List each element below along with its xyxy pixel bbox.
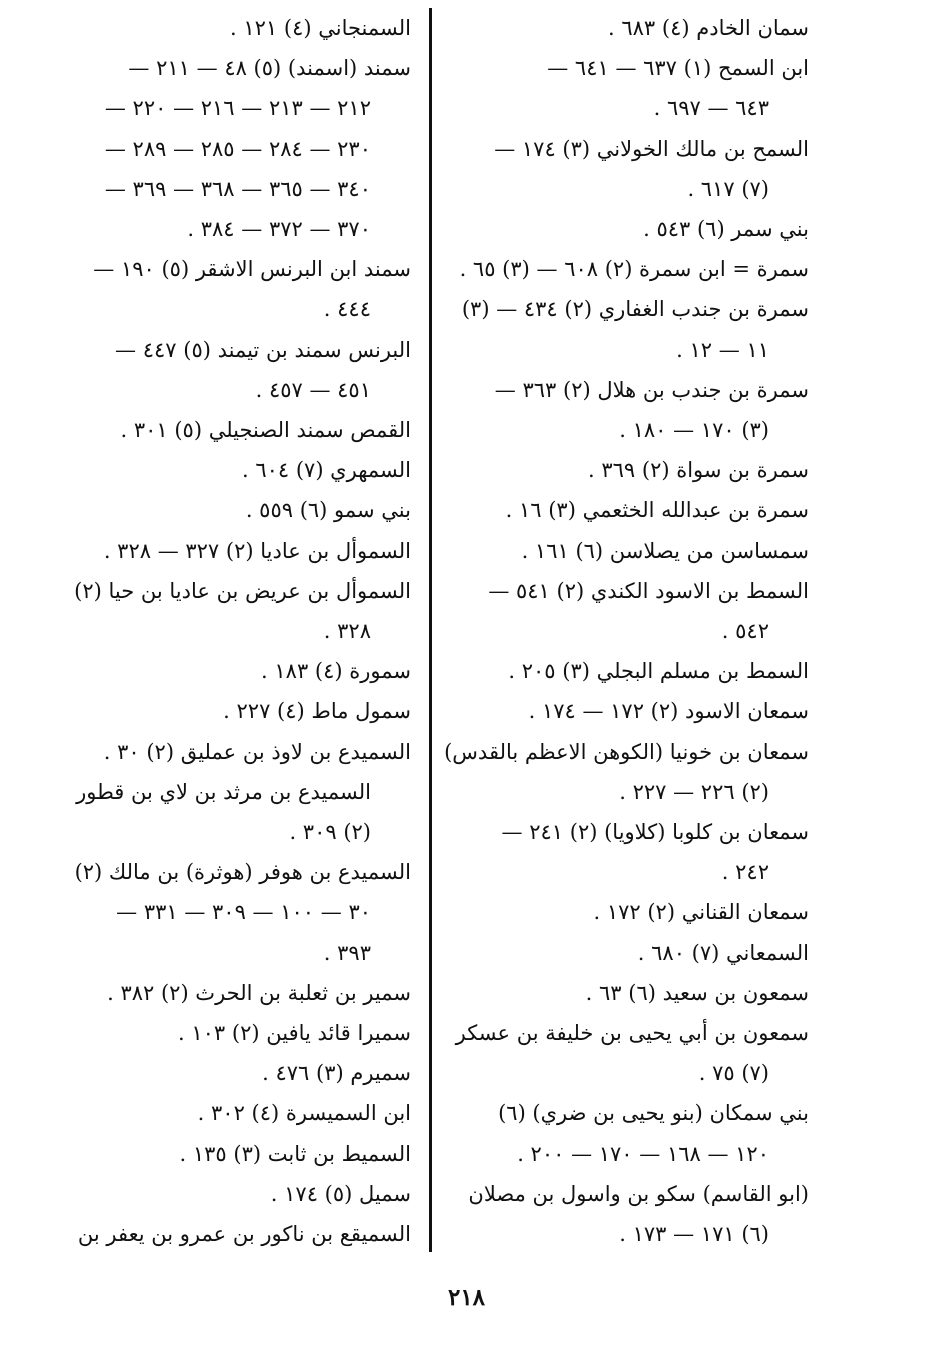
index-entry: سمعان الاسود (٢) ١٧٢ — ١٧٤ .	[528, 699, 809, 724]
index-entry: السميقع بن ناكور بن عمرو بن يعفر بن	[77, 1222, 411, 1247]
index-entry: سمعان بن خونيا (الكوهن الاعظم بالقدس)	[444, 739, 809, 764]
index-entry-continuation: ٢٤٢ .	[721, 860, 769, 885]
index-entry: ابن السمح (١) ٦٣٧ — ٦٤١ —	[547, 56, 809, 81]
index-entry: السمهري (٧) ٦٠٤ .	[241, 458, 411, 483]
index-entry: سمان الخادم (٤) ٦٨٣ .	[608, 16, 809, 40]
index-entry: سمرة بن جندب الغفاري (٢) ٤٣٤ — (٣)	[461, 297, 809, 322]
index-entry: سمير بن ثعلبة بن الحرث (٢) ٣٨٢ .	[107, 980, 411, 1005]
index-entry: السمنجاني (٤) ١٢١ .	[230, 16, 411, 40]
index-entry: سمورة (٤) ١٨٣ .	[261, 659, 411, 684]
index-entry-continuation: (٢) ٣٠٩ .	[289, 820, 371, 845]
index-entry: السمط بن الاسود الكندي (٢) ٥٤١ —	[488, 578, 809, 603]
index-entry-continuation: ١١ — ١٢ .	[676, 337, 769, 362]
index-entry-continuation: ٣٩٣ .	[323, 940, 371, 965]
index-entry: سميرا قائد يافين (٢) ١٠٣ .	[178, 1021, 411, 1046]
index-entry: سمعون بن سعيد (٦) ٦٣ .	[585, 980, 809, 1005]
page-number: ٢١٨	[447, 1284, 486, 1311]
index-entry-continuation: ٣٧٠ — ٣٧٢ — ٣٨٤ .	[187, 217, 371, 242]
left-index-column	[65, 8, 411, 1254]
index-entry-continuation: (٧) ٦١٧ .	[687, 176, 769, 201]
index-entry: سميرم (٣) ٤٧٦ .	[262, 1061, 411, 1086]
index-entry-continuation: ٥٤٢ .	[721, 619, 769, 644]
index-entry-continuation: ٣٤٠ — ٣٦٥ — ٣٦٨ — ٣٦٩ —	[104, 176, 371, 201]
index-entry: البرنس سمند بن تيمند (٥) ٤٤٧ —	[115, 337, 411, 362]
index-entry: السموأل بن عاديا (٢) ٣٢٧ — ٣٢٨ .	[103, 538, 411, 563]
index-entry: سمعان القناني (٢) ١٧٢ .	[593, 900, 809, 925]
index-entry: سمند (اسمند) (٥) ٤٨ — ٢١١ —	[128, 56, 411, 81]
index-entry: سمساسن من يصلاسن (٦) ١٦١ .	[521, 538, 809, 563]
index-entry-continuation: ٢١٢ — ٢١٣ — ٢١٦ — ٢٢٠ —	[104, 96, 371, 121]
index-entry-continuation: (٧) ٧٥ .	[698, 1061, 769, 1086]
index-entry-continuation: ١٢٠ — ١٦٨ — ١٧٠ — ٢٠٠ .	[517, 1141, 769, 1166]
index-entry: سمرة بن عبدالله الخثعمي (٣) ١٦ .	[505, 498, 809, 523]
index-entry-continuation: ٣٠ — ١٠٠ — ٣٠٩ — ٣٣١ —	[116, 900, 371, 925]
index-entry-continuation: (٣) ١٧٠ — ١٨٠ .	[619, 418, 769, 443]
index-entry: السمعاني (٧) ٦٨٠ .	[637, 940, 809, 965]
index-entry-continuation: ٤٤٤ .	[323, 297, 371, 322]
index-entry: سمول ماط (٤) ٢٢٧ .	[223, 699, 411, 724]
index-entry-continuation: (٢) ٢٢٦ — ٢٢٧ .	[619, 779, 769, 804]
index-entry-continuation: ٢٣٠ — ٢٨٤ — ٢٨٥ — ٢٨٩ —	[104, 136, 371, 161]
index-entry: سمعان بن كلوبا (كلاويا) (٢) ٢٤١ —	[501, 820, 809, 845]
index-entry: ابن السميسرة (٤) ٣٠٢ .	[197, 1101, 411, 1126]
index-entry-continuation: (٦) ١٧١ — ١٧٣ .	[619, 1222, 769, 1247]
index-entry-continuation: السميدع بن مرثد بن لاي بن قطور	[76, 779, 371, 804]
index-entry: سمرة بن جندب بن هلال (٢) ٣٦٣ —	[494, 377, 809, 402]
index-entry: السمط بن مسلم البجلي (٣) ٢٠٥ .	[508, 659, 809, 684]
index-entry-continuation: ٣٢٨ .	[323, 619, 371, 644]
index-entry: سميل (٥) ١٧٤ .	[270, 1181, 411, 1206]
index-entry: (ابو القاسم) سكو بن واسول بن مصلان	[468, 1181, 809, 1206]
index-entry: سمرة بن سواة (٢) ٣٦٩ .	[587, 458, 809, 483]
index-entry: بني سمو (٦) ٥٥٩ .	[245, 498, 411, 523]
index-entry: السموأل بن عريض بن عاديا بن حيا (٢)	[74, 578, 411, 603]
index-entry: السمح بن مالك الخولاني (٣) ١٧٤ —	[494, 136, 809, 161]
index-entry-continuation: ٤٥١ — ٤٥٧ .	[255, 377, 371, 402]
index-entry: سمرة = ابن سمرة (٢) ٦٠٨ — (٣) ٦٥ .	[459, 257, 809, 282]
index-entry: سمعون بن أبي يحيى بن خليفة بن عسكر	[455, 1021, 809, 1046]
index-entry: القمص سمند الصنجيلي (٥) ٣٠١ .	[120, 418, 411, 443]
column-divider	[429, 8, 432, 1252]
index-entry-continuation: ٦٤٣ — ٦٩٧ .	[653, 96, 769, 121]
index-entry: السميدع بن لاوذ بن عمليق (٢) ٣٠ .	[103, 739, 411, 764]
index-entry: بني سمر (٦) ٥٤٣ .	[643, 217, 809, 242]
index-entry: سمند ابن البرنس الاشقر (٥) ١٩٠ —	[93, 257, 411, 282]
index-entry: بني سمكان (بنو يحيى بن ضري) (٦)	[498, 1101, 809, 1126]
right-index-column	[444, 8, 809, 1254]
index-entry: السميدع بن هوفر (هوثرة) بن مالك (٢)	[74, 860, 411, 885]
index-entry: السميط بن ثابت (٣) ١٣٥ .	[179, 1141, 411, 1166]
